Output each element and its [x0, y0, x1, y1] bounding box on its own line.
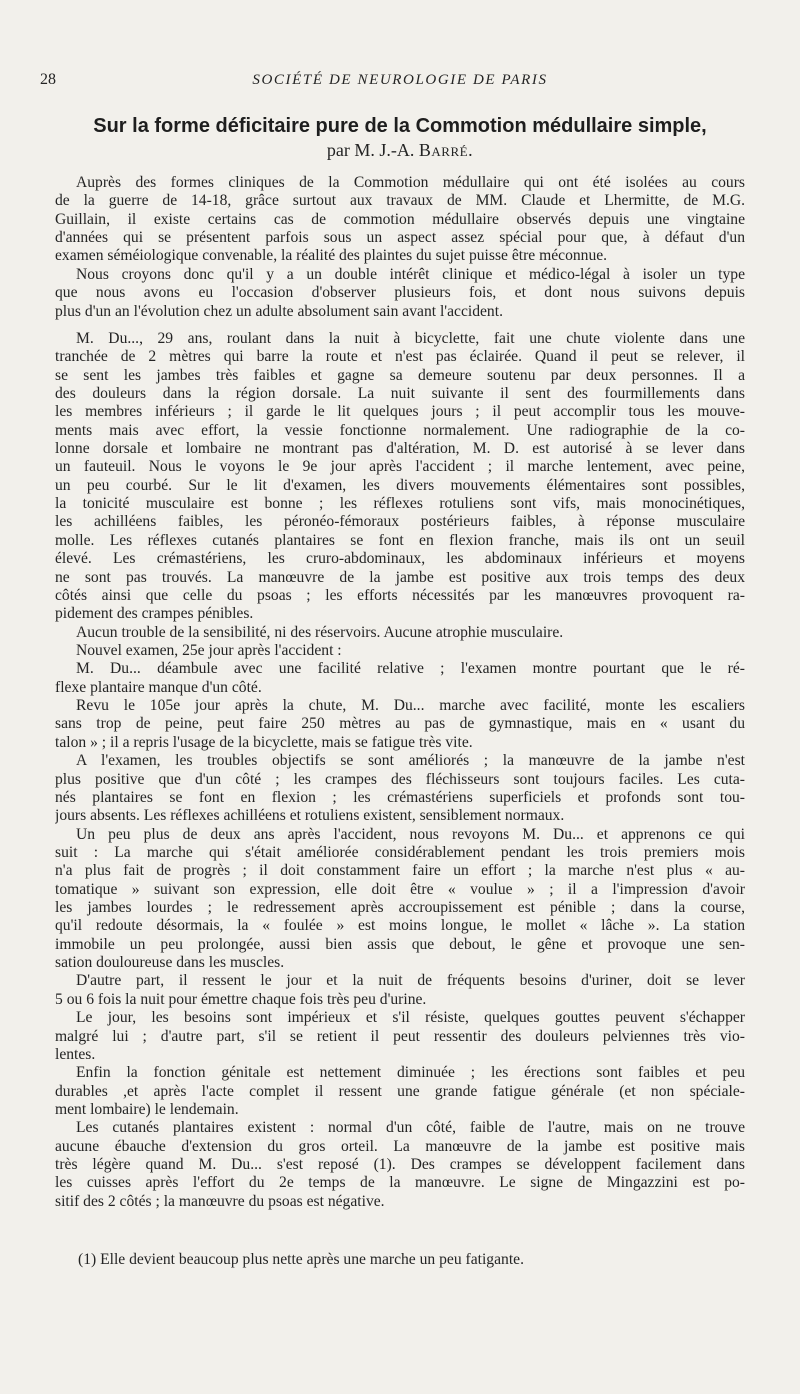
text-line: D'autre part, il ressent le jour et la nuit de fréquents besoins d'uriner, doit se lever — [76, 972, 745, 990]
text-line: jours absents. Les réflexes achilléens et rotuliens existent, sensiblement normaux. — [55, 807, 565, 825]
text-line: lonne dorsale et lombaire ne montrant pas d'altération, M. D. est autorisé à se lever dans — [55, 440, 745, 458]
paragraph — [55, 1009, 745, 1064]
text-line: très légère quand M. Du... s'est reposé (1). Des crampes se développent facilement dans — [55, 1156, 745, 1174]
article-title: Sur la forme déficitaire pure de la Commotion médullaire simple, — [93, 115, 707, 137]
text-line: malgré lui ; d'autre part, s'il se retient il peut ressentir des douleurs pelviennes très vio- — [55, 1027, 745, 1045]
footnote: (1) Elle devient beaucoup plus nette après une marche un peu fatigante. — [78, 1251, 524, 1268]
text-line: Guillain, il existe certains cas de commotion médullaire observés depuis une vingtaine — [55, 210, 745, 228]
text-line: que nous avons eu l'occasion d'observer plusieurs fois, et dont nous suivons depuis — [55, 284, 745, 302]
text-line: la tonicité musculaire est bonne ; les réflexes rotuliens sont vifs, mais monocinétiques, — [55, 495, 745, 513]
page-number: 28 — [40, 71, 56, 88]
text-line: examen séméiologique convenable, la réalité des plaintes du sujet puisse être méconnue. — [55, 247, 608, 265]
text-line: de la guerre de 14-18, grâce surtout aux travaux de MM. Claude et Lhermitte, de M.G. — [55, 192, 745, 210]
text-line: durables ,et après l'acte complet il ressent une grande fatigue générale (et non spéciale- — [55, 1082, 745, 1100]
text-line: d'années qui se présentent parfois sous un aspect assez spécial pour que, à défaut d'un — [55, 229, 745, 247]
text-line: qu'il redoute désormais, la « foulée » est moins longue, le mollet « lâche ». La station — [55, 917, 745, 935]
text-line: M. Du..., 29 ans, roulant dans la nuit à bicyclette, fait une chute violente dans une — [76, 329, 745, 347]
text-line: pidement des crampes pénibles. — [55, 605, 254, 623]
text-line: aucune ébauche d'extension du gros orteil. La manœuvre de la jambe est positive mais — [55, 1137, 745, 1155]
text-line: tomatique » suivant son expression, elle doit être « voulue » ; il a l'impression d'avoir — [55, 880, 745, 898]
text-line: tranchée de 2 mètres qui barre la route et n'est pas éclairée. Quand il peut se relever, il — [55, 348, 745, 366]
text-line: plus positive que d'un côté ; les crampes des fléchisseurs sont toujours faciles. Les cuta- — [55, 770, 745, 788]
paragraph — [55, 660, 745, 697]
text-line: Aucun trouble de la sensibilité, ni des réservoirs. Aucune atrophie musculaire. — [76, 623, 564, 641]
paragraph — [55, 266, 745, 321]
text-line: 5 ou 6 fois la nuit pour émettre chaque fois très peu d'urine. — [55, 990, 427, 1008]
text-line: Enfin la fonction génitale est nettement diminuée ; les érections sont faibles et peu — [76, 1064, 745, 1082]
text-line: un fauteuil. Nous le voyons le 9e jour après l'accident ; il marche lentement, avec peine, — [55, 458, 745, 476]
byline-author: Barré. — [418, 140, 474, 160]
text-line: n'a plus fait de progrès ; il doit constamment faire un effort ; la marche n'est plus « au- — [55, 862, 745, 880]
text-line: les membres inférieurs ; il garde le lit quelques jours ; il peut accomplir tous les mouve- — [55, 403, 745, 421]
text-line: Le jour, les besoins sont impérieux et s'il résiste, quelques gouttes peuvent s'échapper — [76, 1009, 745, 1027]
text-line: se sent les jambes très faibles et gagne sa demeure soutenu par deux personnes. Il a — [55, 366, 745, 384]
text-line: flexe plantaire manque d'un côté. — [55, 678, 262, 696]
text-line: Nouvel examen, 25e jour après l'accident : — [76, 641, 342, 659]
text-line: Nous croyons donc qu'il y a un double intérêt clinique et médico-légal à isoler un type — [76, 265, 745, 283]
text-line: les jambes lourdes ; le redressement après accroupissement est pénible ; dans la course, — [55, 899, 745, 917]
paragraph — [55, 826, 745, 973]
paragraph — [55, 1064, 745, 1119]
text-line: sitif des 2 côtés ; la manœuvre du psoas est négative. — [55, 1192, 385, 1210]
text-line: molle. Les réflexes cutanés plantaires se font en flexion franche, mais ils ont un seuil — [55, 531, 745, 549]
text-line: ne sont pas trouvés. La manœuvre de la jambe est positive aux trois temps des deux — [55, 568, 745, 586]
paragraph — [55, 642, 745, 660]
text-line: des douleurs dans la région dorsale. La nuit suivante il sent des fourmillements dans — [55, 384, 745, 402]
text-line: immobile un peu prolongée, aussi bien assis que debout, le gêne et provoque une sen- — [55, 935, 745, 953]
paragraph — [55, 697, 745, 752]
paragraph — [55, 752, 745, 825]
text-line: les cuisses après l'effort du 2e temps de la manœuvre. Le signe de Mingazzini est po- — [55, 1174, 745, 1192]
text-line: ment lombaire) le lendemain. — [55, 1100, 239, 1118]
text-line: côtés ainsi que celle du psoas ; les efforts nécessités par les manœuvres provoquent ra- — [55, 586, 745, 604]
paragraph — [55, 330, 745, 624]
text-line: les achilléens faibles, les péronéo-fémoraux postérieurs faibles, à réponse musculaire — [55, 513, 745, 531]
text-line: Auprès des formes cliniques de la Commotion médullaire qui ont été isolées au cours — [76, 174, 745, 191]
text-line: ments mais avec effort, la vessie fonctionne normalement. Une radiographie de la co- — [55, 421, 745, 439]
text-line: sation douloureuse dans les muscles. — [55, 954, 285, 972]
article-body — [55, 174, 745, 1211]
text-line: plus d'un an l'évolution chez un adulte absolument sain avant l'accident. — [55, 302, 503, 320]
text-line: Un peu plus de deux ans après l'accident, nous revoyons M. Du... et apprenons ce qui — [76, 825, 745, 843]
byline — [150, 139, 650, 161]
text-line: un peu courbé. Sur le lit d'examen, les divers mouvements élémentaires sont possibles, — [55, 476, 745, 494]
paragraph — [55, 624, 745, 642]
paragraph — [55, 972, 745, 1009]
running-head: SOCIÉTÉ DE NEUROLOGIE DE PARIS — [252, 72, 548, 88]
paragraph — [55, 1119, 745, 1211]
text-line: Revu le 105e jour après la chute, M. Du... marche avec facilité, monte les escaliers — [76, 697, 745, 715]
text-line: sans trop de peine, peut faire 250 mètres au pas de gymnastique, mais en « usant du — [55, 715, 745, 733]
text-line: élevé. Les crémastériens, les cruro-abdominaux, les abdominaux inférieurs et moyens — [55, 550, 745, 568]
text-line: lentes. — [55, 1045, 96, 1063]
text-line: A l'examen, les troubles objectifs se sont améliorés ; la manœuvre de la jambe n'est — [76, 752, 745, 770]
paragraph — [55, 174, 745, 266]
text-line: nés plantaires se font en flexion ; les crémastériens superficiels et profonds sont tou- — [55, 788, 745, 806]
text-line: talon » ; il a repris l'usage de la bicyclette, mais se fatigue très vite. — [55, 733, 473, 751]
text-line: M. Du... déambule avec une facilité relative ; l'examen montre pourtant que le ré- — [76, 660, 745, 678]
text-line: Les cutanés plantaires existent : normal d'un côté, faible de l'autre, mais on ne trouve — [76, 1119, 745, 1137]
byline-prefix: par M. J.-A. — [326, 140, 415, 160]
text-line: suit : La marche qui s'était améliorée considérablement pendant les trois premiers mois — [55, 843, 745, 861]
